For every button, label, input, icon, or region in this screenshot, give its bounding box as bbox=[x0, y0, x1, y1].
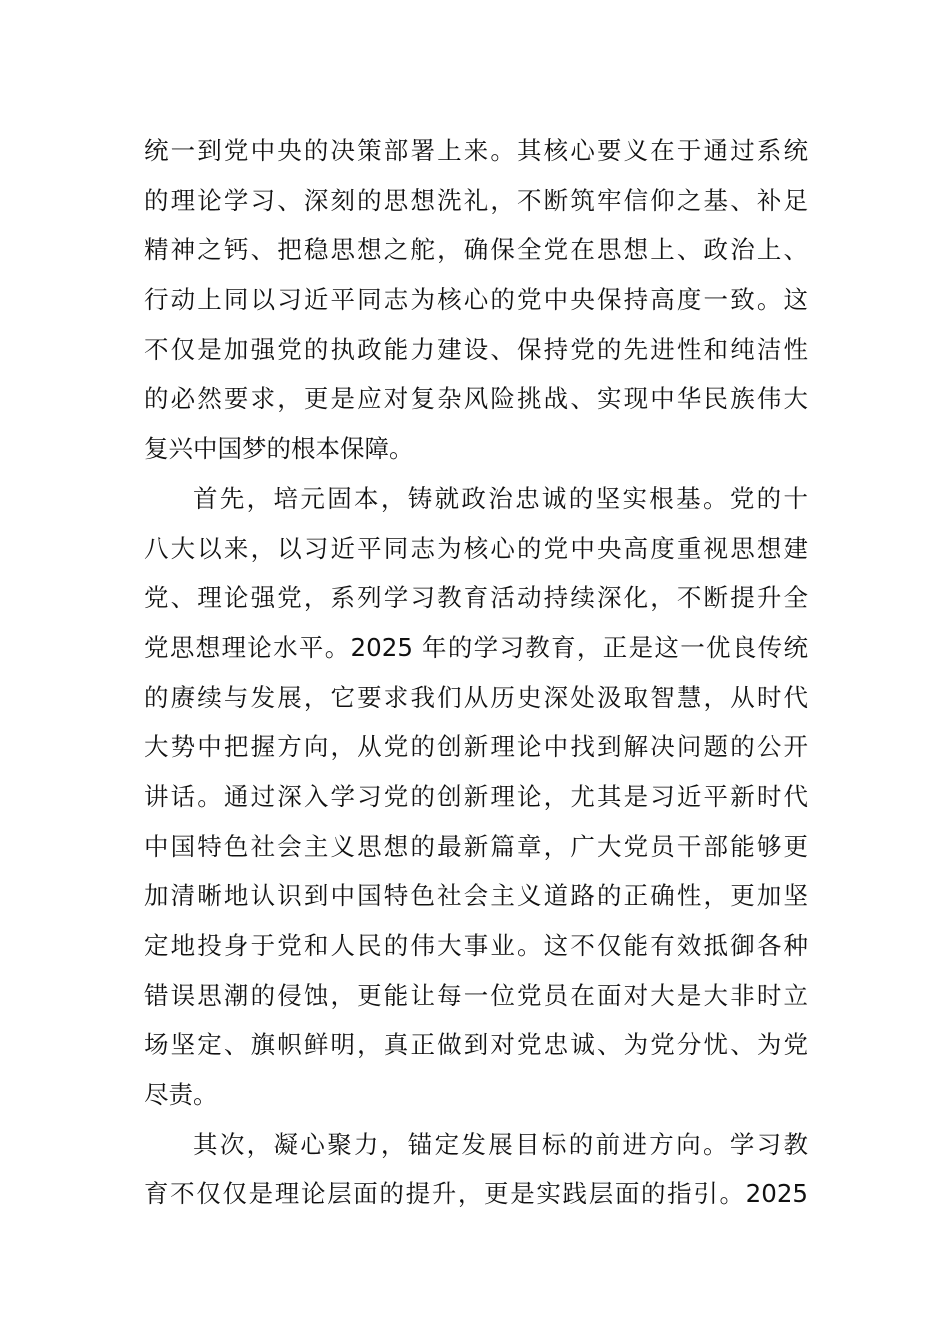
text-line: 精神之钙、把稳思想之舵，确保全党在思想上、政治上、 bbox=[144, 235, 808, 265]
text-line: 统一到党中央的决策部署上来。其核心要义在于通过系统 bbox=[144, 136, 808, 165]
text-line: 尽责。 bbox=[144, 1080, 218, 1110]
text-line: 行动上同以习近平同志为核心的党中央保持高度一致。这 bbox=[144, 285, 808, 315]
text-line: 错误思潮的侵蚀，更能让每一位党员在面对大是大非时立 bbox=[144, 980, 808, 1010]
text-line: 讲话。通过深入学习党的创新理论，尤其是习近平新时代 bbox=[144, 781, 808, 811]
text-line: 党思想理论水平。2025 年的学习教育，正是这一优良传统 bbox=[144, 632, 808, 662]
paragraph-first-line: 其次，凝心聚力，锚定发展目标的前进方向。学习教 bbox=[193, 1129, 808, 1159]
text-line: 不仅是加强党的执政能力建设、保持党的先进性和纯洁性 bbox=[144, 334, 808, 364]
text-line: 中国特色社会主义思想的最新篇章，广大党员干部能够更 bbox=[144, 831, 808, 861]
text-line: 定地投身于党和人民的伟大事业。这不仅能有效抵御各种 bbox=[144, 931, 808, 960]
text-line: 八大以来，以习近平同志为核心的党中央高度重视思想建 bbox=[144, 533, 808, 563]
text-line: 党、理论强党，系列学习教育活动持续深化，不断提升全 bbox=[144, 583, 808, 613]
text-line: 的理论学习、深刻的思想洗礼，不断筑牢信仰之基、补足 bbox=[144, 185, 808, 215]
text-line: 复兴中国梦的根本保障。 bbox=[144, 434, 414, 464]
text-line: 加清晰地认识到中国特色社会主义道路的正确性，更加坚 bbox=[144, 881, 808, 911]
text-line: 大势中把握方向，从党的创新理论中找到解决问题的公开 bbox=[144, 732, 808, 762]
text-line: 场坚定、旗帜鲜明，真正做到对党忠诚、为党分忧、为党 bbox=[144, 1030, 808, 1060]
body-text bbox=[144, 126, 808, 1219]
paragraph-first-line: 首先，培元固本，铸就政治忠诚的坚实根基。党的十 bbox=[193, 483, 808, 513]
text-line: 的赓续与发展，它要求我们从历史深处汲取智慧，从时代 bbox=[144, 682, 808, 712]
text-line: 育不仅仅是理论层面的提升，更是实践层面的指引。2025 bbox=[144, 1179, 808, 1209]
text-line: 的必然要求，更是应对复杂风险挑战、实现中华民族伟大 bbox=[144, 384, 808, 414]
